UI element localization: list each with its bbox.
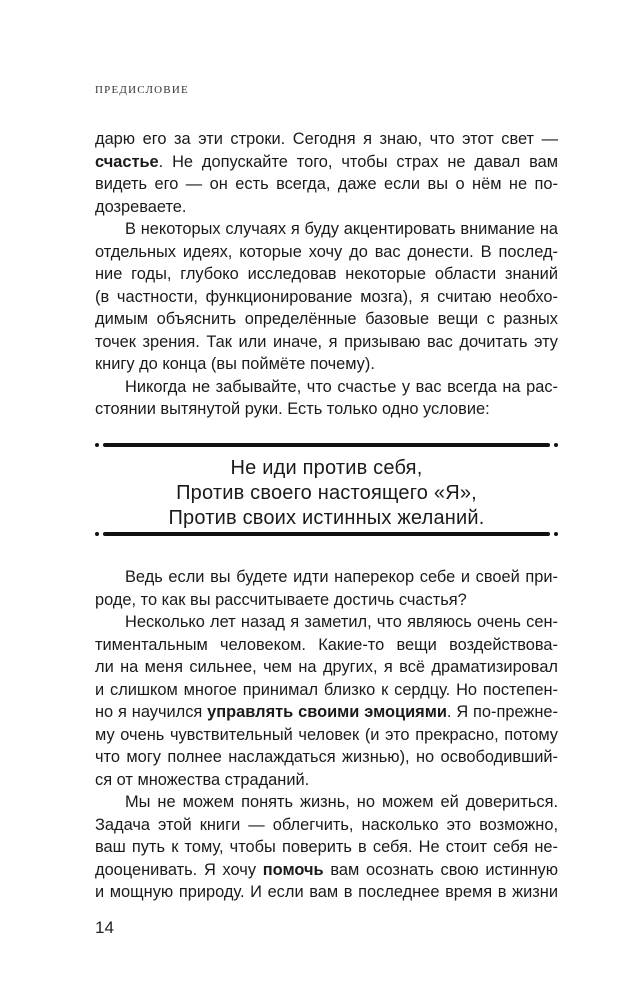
epigraph-box [95, 432, 558, 542]
text-line: отдельных идеях, которые хочу до вас донести. В послед- [95, 242, 558, 261]
text-line: (в частности, функционирование мозга), я считаю необхо- [95, 287, 558, 306]
emphasis-manage-emotions: управлять своими эмоциями [207, 703, 447, 721]
rule-dot-right-bottom [554, 532, 558, 536]
bottom-rule [103, 532, 550, 536]
text-line: дарю его за эти строки. Сегодня я знаю, что этот свет — [95, 130, 558, 148]
text-line: ваш путь к тому, чтобы поверить в себя. Не стоит себя не- [95, 838, 558, 856]
text-line: ли на меня сильнее, чем на других, я всё драматизировал [95, 658, 558, 676]
text-line: тиментальным человеком. Какие-то вещи воздействова- [95, 635, 558, 654]
text-line: Несколько лет назад я заметил, что являюсь очень сен- [125, 613, 558, 631]
text-line: ся от множества страданий. [95, 770, 310, 789]
text-line: димым объяснить определённые базовые вещи с разных [95, 310, 558, 328]
text-line: роде, то как вы рассчитываете достичь счастья? [95, 590, 467, 609]
text-line [95, 151, 558, 174]
text-fragment: . Не допускайте того, чтобы страх не давал вам [158, 152, 558, 171]
text-line: видеть его — он есть всегда, даже если вы о нём не по- [95, 175, 558, 193]
text-line: и слишком многое принимал близко к сердцу. Но постепен- [95, 680, 558, 699]
top-rule [103, 443, 550, 447]
text-line: Задача этой книги — облегчить, насколько это возможно, [95, 815, 558, 834]
text-line: В некоторых случаях я буду акцентировать внимание на [125, 220, 558, 238]
text-fragment: . Я по-прежне- [446, 703, 558, 721]
text-line: стоянии вытянутой руки. Есть только одно условие: [95, 400, 490, 418]
epigraph-line: Против своих истинных желаний. [168, 507, 485, 529]
page-number: 14 [95, 918, 114, 937]
emphasis-happiness: счастье [95, 152, 159, 171]
text-line: книгу до конца (вы поймёте почему). [95, 355, 375, 373]
text-line: и мощную природу. И если вам в последнее время в жизни [95, 883, 558, 901]
rule-dot-right-top [554, 443, 558, 447]
text-line: Никогда не забывайте, что счастье у вас всегда на рас- [125, 377, 558, 396]
epigraph-line: Не иди против себя, [230, 457, 423, 479]
epigraph-line: Против своего настоящего «Я», [176, 482, 477, 504]
text-block-top [95, 128, 558, 421]
text-line [95, 859, 558, 882]
text-fragment: но я научился [95, 703, 208, 721]
text-block-bottom [95, 566, 558, 904]
text-line: дозреваете. [95, 197, 187, 216]
text-line: Мы не можем понять жизнь, но можем ей довериться. [125, 793, 558, 811]
running-header: ПРЕДИСЛОВИЕ [95, 84, 189, 96]
emphasis-help: помочь [262, 860, 324, 879]
rule-dot-left-bottom [95, 532, 99, 536]
text-line: му очень чувствительный человек (и это прекрасно, потому [95, 725, 558, 744]
text-line: точек зрения. Так или иначе, я призываю вас дочитать эту [95, 332, 558, 351]
rule-dot-left-top [95, 443, 99, 447]
epigraph-quote [95, 456, 558, 531]
text-fragment: дооценивать. Я хочу [95, 860, 263, 879]
text-line [95, 701, 558, 724]
text-line: Ведь если вы будете идти наперекор себе и своей при- [125, 568, 558, 586]
text-line: ние годы, глубоко исследовав некоторые области знаний [95, 265, 558, 283]
text-fragment: вам осознать свою истинную [323, 860, 559, 879]
text-line: что могу полнее наслаждаться жизнью), но освободивший- [95, 748, 558, 766]
